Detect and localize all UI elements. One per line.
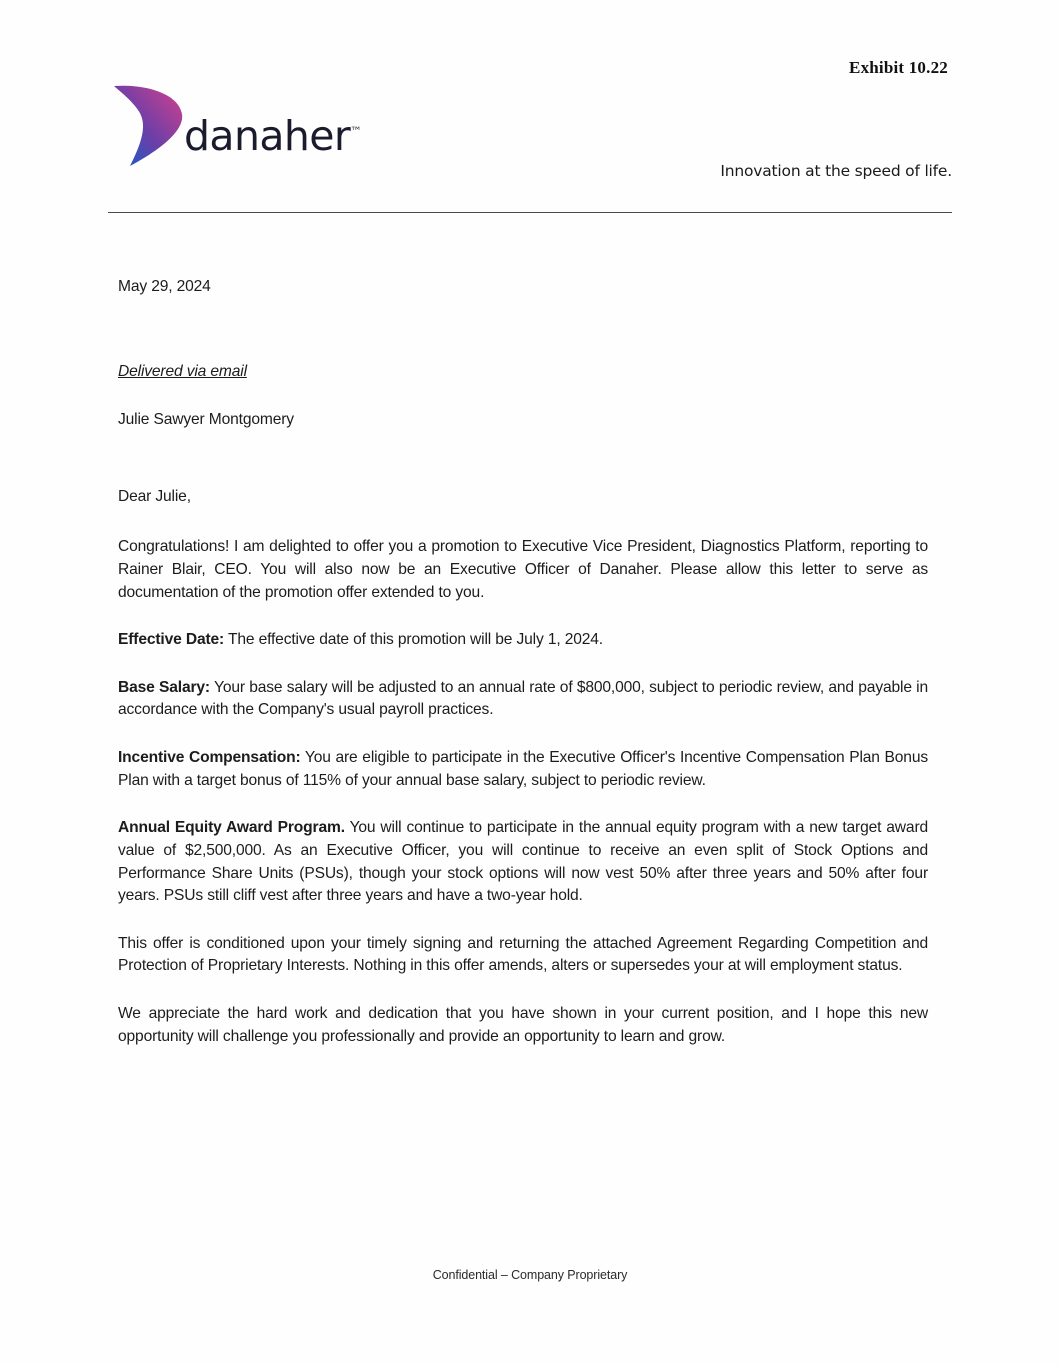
paragraph-closing — [118, 1003, 928, 1048]
paragraph-text: Your base salary will be adjusted to an annual rate of $800,000, subject to periodic review, and payable in accordance with the Company's usual payroll practices. — [118, 678, 929, 719]
letter-body — [118, 276, 928, 1048]
paragraph-effective-date — [118, 629, 928, 652]
paragraph-lead: Base Salary: — [118, 678, 210, 696]
danaher-swoosh-icon — [108, 80, 186, 172]
paragraph-conditions — [118, 933, 928, 978]
paragraph-text: The effective date of this promotion will be July 1, 2024. — [224, 631, 603, 649]
paragraph-intro — [118, 536, 928, 604]
paragraph-incentive-compensation — [118, 747, 928, 792]
exhibit-label: Exhibit 10.22 — [849, 58, 948, 77]
salutation: Dear Julie, — [118, 487, 191, 505]
paragraph-text: We appreciate the hard work and dedication that you have shown in your current position, and I hope this new opportunity will challenge you professionally and provide an opportunity to learn and grow. — [118, 1004, 928, 1045]
company-tagline: Innovation at the speed of life. — [720, 162, 952, 180]
letter-date: May 29, 2024 — [118, 278, 211, 295]
danaher-wordmark — [184, 112, 362, 160]
paragraph-text: You are eligible to participate in the Executive Officer's Incentive Compensation Plan Bonus Plan with a target bonus of 115% of your annual base salary, subject to periodic review. — [118, 749, 928, 789]
paragraph-text: Congratulations! I am delighted to offer you a promotion to Executive Vice President, Diagnostics Platform, reporting to Rainer Blair, CEO. You will also now be an Executive Officer of Danaher. Please allow this letter to serve as documentation of the promotion offer extended to you. — [118, 538, 928, 601]
paragraph-equity-award — [118, 817, 928, 907]
danaher-logo — [108, 80, 368, 172]
recipient-name: Julie Sawyer Montgomery — [118, 411, 294, 429]
paragraph-lead: Annual Equity Award Program. — [118, 819, 345, 837]
paragraph-text: This offer is conditioned upon your timely signing and returning the attached Agreement Regarding Competition and Protection of Proprietary Interests. Nothing in this offer amends, alters or supersedes your at will employment status. — [118, 934, 928, 975]
paragraph-lead: Incentive Compensation: — [118, 749, 301, 767]
trademark-symbol: ™ — [350, 124, 363, 139]
page-footer: Confidential – Company Proprietary — [432, 1268, 628, 1282]
paragraph-base-salary — [118, 677, 928, 722]
paragraph-text: You will continue to participate in the annual equity program with a new target award value of $2,500,000. As an Executive Officer, you will continue to receive an even split of Stock Options and Performance Share Units (PSUs), though your stock options will now vest 50% after three years and 50% after four years. PSUs still cliff vest after three years and have a two-year hold. — [118, 819, 929, 905]
delivery-note: Delivered via email — [118, 362, 247, 380]
letterhead — [108, 80, 952, 210]
logo-text-label: danaher — [184, 112, 351, 160]
header-divider — [108, 212, 952, 213]
paragraph-lead: Effective Date: — [118, 631, 225, 649]
